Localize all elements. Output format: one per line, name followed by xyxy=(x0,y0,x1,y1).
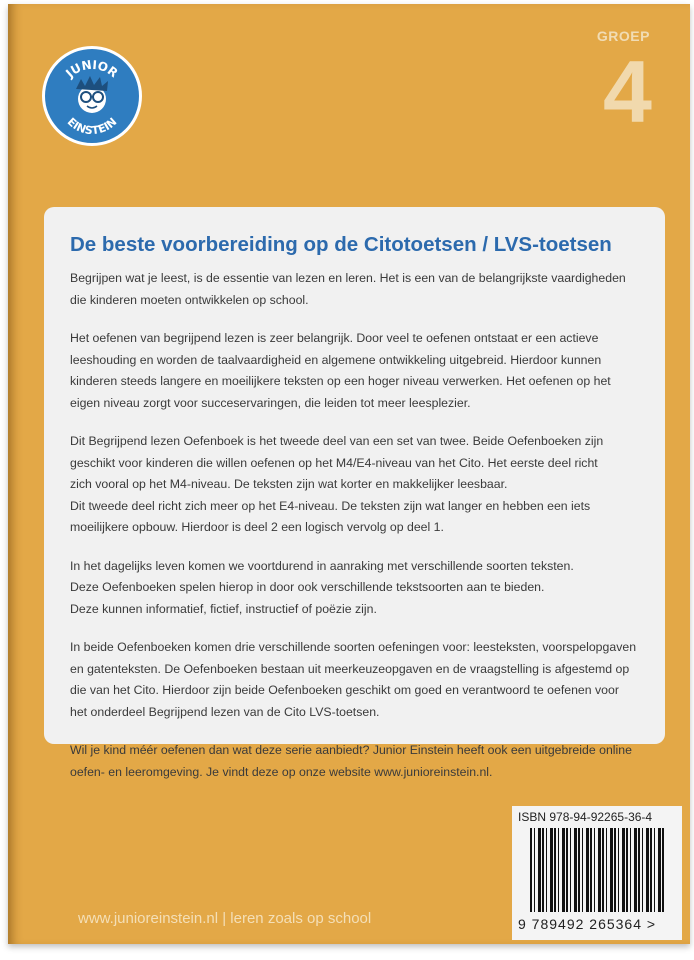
groep-label: GROEP xyxy=(596,28,650,44)
text-line: kinderen steeds langere en moeilijkere teksten op een hoger niveau verwerken. Het oefenen op het xyxy=(70,374,611,388)
svg-text:EINSTEIN: EINSTEIN xyxy=(64,115,120,138)
text-line: zich vooral op het M4-niveau. De teksten zijn wat korter en makkelijker leesbaar. xyxy=(70,477,508,491)
text-line: Wil je kind méér oefenen dan wat deze serie aanbiedt? Junior Einstein heeft ook een uitgebreide online xyxy=(70,743,632,757)
text-line: In het dagelijks leven komen we voortdurend in aanraking met verschillende soorten teksten. xyxy=(70,558,574,573)
description-panel xyxy=(44,207,665,779)
panel-title: De beste voorbereiding op de Citotoetsen / LVS-toetsen xyxy=(70,233,612,256)
junior-einstein-logo xyxy=(42,46,142,146)
isbn-barcode xyxy=(512,806,682,940)
paragraph xyxy=(70,328,665,414)
book-back-cover xyxy=(8,4,690,944)
text-line: Dit tweede deel richt zich meer op het E4-niveau. De teksten zijn wat langer en hebben een iets xyxy=(70,498,591,513)
text-line: het onderdeel Begrijpend lezen van de Cito LVS-toetsen. xyxy=(70,704,380,719)
ean-number: 9 789492 265364 > xyxy=(518,916,657,932)
text-line: leeshouding en worden de taalvaardigheid en algemene ontwikkeling uitgebreid. Hierdoor kunnen xyxy=(70,352,602,367)
groep-number: 4 xyxy=(603,42,652,141)
text-line: Het oefenen van begrijpend lezen is zeer belangrijk. Door veel te oefenen ontstaat er een actieve xyxy=(70,331,599,345)
paragraph xyxy=(70,268,665,311)
text-line: die van het Cito. Hierdoor zijn beide Oefenboeken geschikt om goed en verantwoord te oefenen voor xyxy=(70,683,619,697)
paragraph xyxy=(70,556,665,621)
text-line: Deze kunnen informatief, fictief, instructief of poëzie zijn. xyxy=(70,601,377,616)
paragraph xyxy=(70,740,665,783)
text-line: en gatenteksten. De Oefenboeken bestaan uit meerkeuzeopgaven en de vraagstelling is afgestemd op xyxy=(70,661,630,676)
svg-text:JUNIOR: JUNIOR xyxy=(63,57,121,81)
text-line: Deze Oefenboeken spelen hierop in door ook verschillende tekstsoorten aan te bieden. xyxy=(70,580,545,594)
isbn-text: ISBN 978-94-92265-36-4 xyxy=(518,810,653,824)
text-line: eigen niveau zorgt voor succeservaringen, die leiden tot meer leesplezier. xyxy=(70,395,471,410)
footer-tagline: www.junioreinstein.nl | leren zoals op school xyxy=(78,910,372,927)
text-line: Dit Begrijpend lezen Oefenboek is het tweede deel van een set van twee. Beide Oefenboeken zijn xyxy=(70,434,604,448)
text-line: die kinderen moeten ontwikkelen op school. xyxy=(70,292,309,307)
text-line: geschikt voor kinderen die willen oefenen op het M4/E4-niveau van het Cito. Het eerste deel richt xyxy=(70,455,598,470)
text-line: moeilijkere opbouw. Hierdoor is deel 2 een logisch vervolg op deel 1. xyxy=(70,520,444,534)
paragraph xyxy=(70,431,665,539)
text-line: oefen- en leeromgeving. Je vindt deze op onze website www.junioreinstein.nl. xyxy=(70,764,493,779)
text-line: Begrijpen wat je leest, is de essentie van lezen en leren. Het is een van de belangrijkste vaardigheden xyxy=(70,271,626,285)
text-line: In beide Oefenboeken komen drie verschillende soorten oefeningen voor: leesteksten, voorspelopgaven xyxy=(70,640,637,654)
barcode-bars xyxy=(530,828,664,912)
description-text xyxy=(70,268,665,783)
paragraph xyxy=(70,637,665,723)
